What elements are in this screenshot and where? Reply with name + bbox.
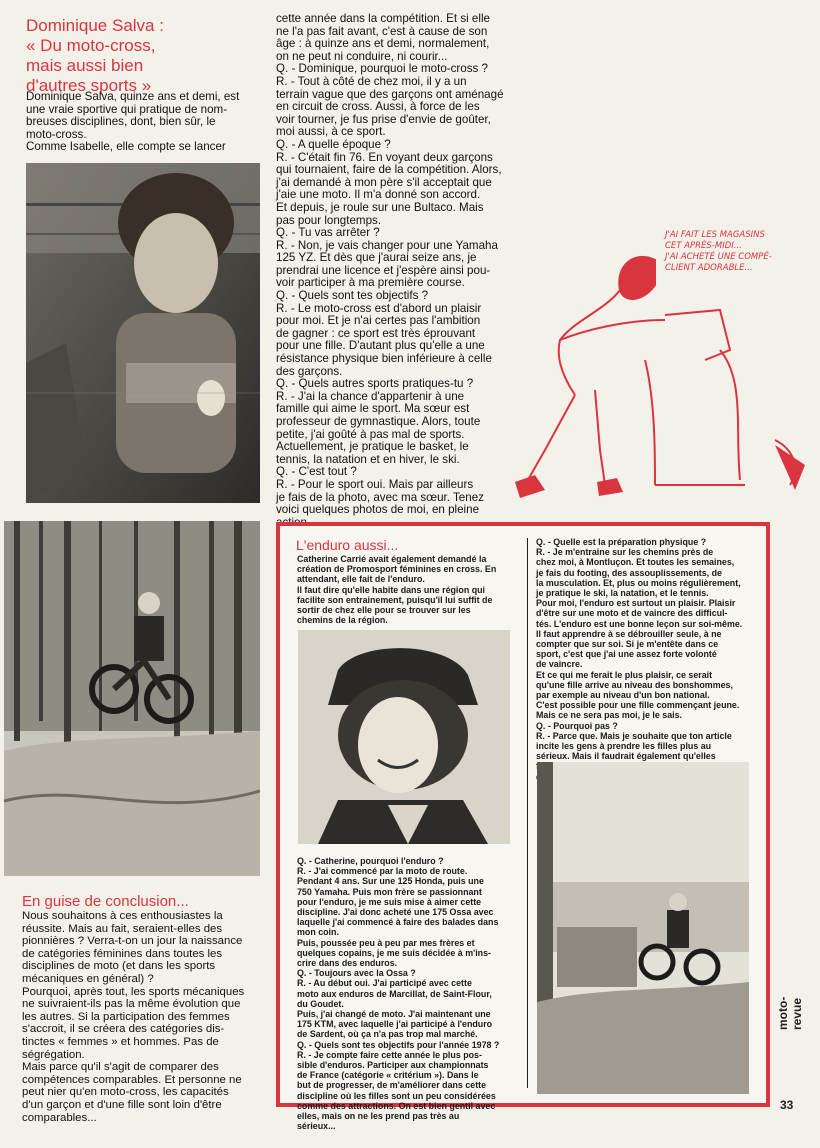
article-intro: Dominique Salva, quinze ans et demi, est une vraie sportive qui pratique de nom- breuses disciplines, dont, bien sûr, le moto-cross. Comme Isabelle, elle compte se lancer bbox=[26, 90, 240, 154]
magazine-name: moto-revue bbox=[776, 996, 804, 1030]
conclusion-body: Nous souhaitons à ces enthousiastes la réussite. Mais au fait, seraient-elles des pionnières ? Verra-t-on un jour la naissance de catégories féminines dans toutes les disciplines de moto (et dans les sports mécaniques en général) ? Pourquoi, après tout, les sports mécaniques ne suivraient-ils pas la même évolution que les autres. Si la participation des femmes s'accroit, il se créera des catégories dis- tinctes « femmes » et hommes. Pas de ségrégation. Mais parce qu'il s'agit de comparer des compétences comparables. Et personne ne peut nier qu'en moto-cross, les capacités d'un garçon et d'une fille sont loin d'être comparables... bbox=[22, 910, 245, 1124]
article-title: Dominique Salva : « Du moto-cross, mais aussi bien d'autres sports » bbox=[26, 16, 164, 95]
enduro-riding-photo bbox=[537, 762, 749, 1094]
cartoon-speech: J'AI FAIT LES MAGASINS CET APRÈS-MIDI... J'AI ACHETÉ UNE COMPÉ- CLIENT ADORABLE... bbox=[665, 230, 772, 273]
portrait-photo-dominique bbox=[26, 163, 260, 503]
motocross-forest-photo bbox=[4, 521, 260, 876]
page-number: 33 bbox=[780, 1098, 794, 1112]
portrait-photo-catherine bbox=[298, 630, 510, 844]
column-divider bbox=[527, 538, 528, 1088]
enduro-qa-left: Q. - Catherine, pourquoi l'enduro ? R. - J'ai commencé par la moto de route. Pendant 4 ans. Sur une 125 Honda, puis une 750 Yamaha. Puis mon frère se passionnant pour l'enduro, je me suis mise à aimer cette discipline. J'ai donc acheté une 175 Ossa avec laquelle j'ai commencé à faire des balades dans mon coin. Puis, poussée peu à peu par mes frères et quelques copains, je me suis décidée à m'ins- crire dans des enduros. Q. - Toujours avec la Ossa ? R. - Au début oui. J'ai participé avec cette moto aux enduros de Marcillat, de Saint-Flour, du Goudet. Puis, j'ai changé de moto. J'ai maintenant une 175 KTM, avec laquelle j'ai participé à l'enduro de Sardent, où ça n'a pas trop mal marché. Q. - Quels sont tes objectifs pour l'année 1978 ? R. - Je compte faire cette année le plus pos- sible d'enduros. Participer aux championnats de France (catégorie « critérium »). Dans le but de progresser, de m'améliorer dans cette discipline où les filles sont un peu considérées comme des attractions. On est bien gentil avec elles, mais on ne les prend pas très au sérieux... bbox=[297, 856, 500, 1132]
enduro-qa-right: Q. - Quelle est la préparation physique ? R. - Je m'entraine sur les chemins près de chez moi, à Montluçon. Et toutes les semaines, je fais du footing, des assouplissements, de la musculation. Et, plus ou moins régulièrement, je pratique le ski, la natation, et le tennis. Pour moi, l'enduro est surtout un plaisir. Plaisir d'être sur une moto et de vaincre des difficul- tés. L'enduro est une bonne leçon sur soi-même. Il faut apprendre à se débrouiller seule, à ne compter que sur soi. Si je m'entête dans ce sport, c'est que j'ai une assez forte volonté de vaincre. Et ce qui me ferait le plus plaisir, ce serait qu'une fille arrive au niveau des bonshommes, par exemple au niveau d'un bon national. C'est possible pour une fille commençant jeune. Mais ce ne sera pas moi, je le sais. Q. - Pourquoi pas ? R. - Parce que. Mais je souhaite que ton article incite les gens à prendre les filles plus au sérieux. Mais il faudrait également qu'elles bbox=[536, 537, 743, 762]
interview-dominique: cette année dans la compétition. Et si elle ne l'a pas fait avant, c'est à cause de son âge : à quinze ans et demi, normalement, on ne peut ni conduire, ni courir... Q. - Dominique, pourquoi le moto-cross ? R. - Tout à côté de chez moi, il y a un terrain vague que des garçons ont aménagé en circuit de cross. Aussi, à force de les voir tourner, je fus prise d'envie de goûter, moi aussi, à ce sport. Q. - A quelle époque ? R. - C'était fin 76. En voyant deux garçons qui tournaient, faire de la compétition. Alors, j'ai demandé à mon père s'il acceptait que j'aie une moto. Il m'a donné son accord. Et depuis, je roule sur une Bultaco. Mais pas pour longtemps. Q. - Tu vas arrêter ? R. - Non, je vais changer pour une Yamaha 125 YZ. Et dès que j'aurai seize ans, je prendrai une licence et j'espère ainsi pou- voir participer à ma première course. Q. - Quels sont tes objectifs ? R. - Le moto-cross est d'abord un plaisir pour moi. Et je n'ai certes pas l'ambition de gagner : ce sport est très éprouvant pour une fille. D'autant plus qu'elle a une résistance physique bien inférieure à celle des garçons. Q. - Quels autres sports pratiques-tu ? R. - J'ai la chance d'appartenir à une famille qui aime le sport. Ma sœur est professeur de gymnastique. Alors, toute petite, j'ai goûté à pas mal de sports. Actuellement, je pratique le basket, le tennis, la natation et en hiver, le ski. Q. - C'est tout ? R. - Pour le sport oui. Mais par ailleurs je fais de la photo, avec ma sœur. Tenez voici quelques photos de moi, en pleine bbox=[276, 12, 504, 517]
enduro-intro: Catherine Carrié avait également demandé la création de Promosport féminines en cross. En attendant, elle fait de l'enduro. Il faut dire qu'elle habite dans une région qui facilite son entrainement, puisqu'il lui suffit de sortir de chez elle pour se trouver sur les chemins de la région. bbox=[297, 554, 497, 626]
enduro-title: L'enduro aussi... bbox=[296, 537, 399, 553]
conclusion-title: En guise de conclusion... bbox=[22, 893, 189, 910]
